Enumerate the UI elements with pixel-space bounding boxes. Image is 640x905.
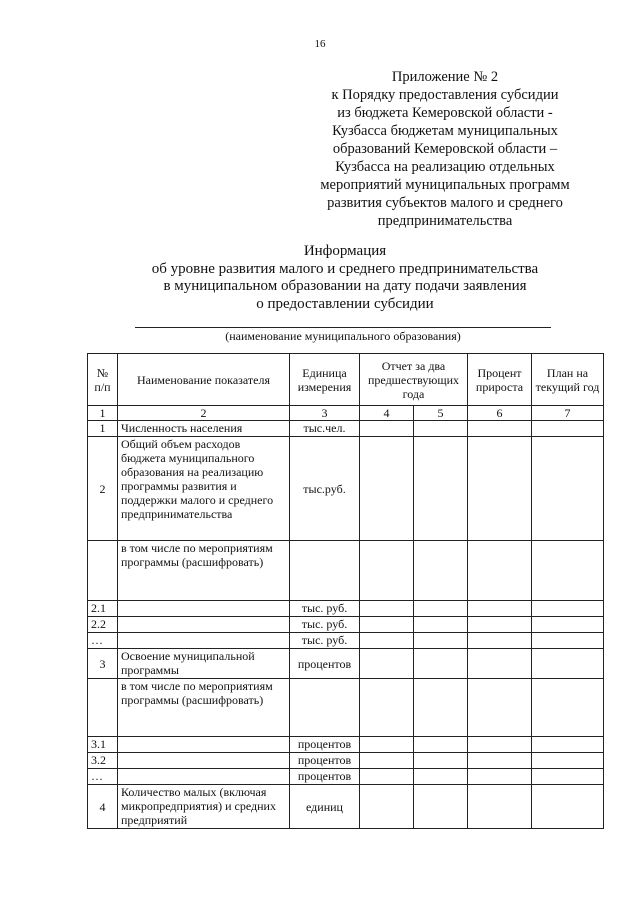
cell-empty [360,617,414,633]
cell-empty [360,737,414,753]
row-unit: процентов [290,737,360,753]
row-num: 3 [88,649,118,679]
cell-empty [532,617,604,633]
row-unit [290,541,360,601]
row-name [118,633,290,649]
column-number: 6 [468,406,532,421]
column-number: 7 [532,406,604,421]
row-num: … [88,633,118,649]
appendix-line: к Порядку предоставления субсидии [331,87,559,103]
appendix-line: Кузбасса на реализацию отдельных [335,159,555,175]
cell-empty [360,679,414,737]
municipality-caption: (наименование муниципального образования) [225,329,461,343]
row-num: 4 [88,785,118,829]
row-unit: процентов [290,753,360,769]
column-number: 1 [88,406,118,421]
cell-empty [532,437,604,541]
column-number: 3 [290,406,360,421]
row-unit: процентов [290,769,360,785]
cell-empty [468,769,532,785]
row-num: 2.2 [88,617,118,633]
appendix-line: образований Кемеровской области – [332,141,558,157]
cell-empty [532,753,604,769]
header-plan: План на текущий год [532,354,604,406]
cell-empty [532,649,604,679]
row-name [118,769,290,785]
row-name: Общий объем расходов бюджета муниципального образования на реализацию программы развития и поддержки малого и среднего предпринимательства [118,437,290,541]
row-name: Численность населения [118,421,290,437]
indicators-table [87,353,604,829]
row-unit: тыс. руб. [290,601,360,617]
cell-empty [414,679,468,737]
appendix-line: развития субъектов малого и среднего [327,195,563,211]
cell-empty [414,601,468,617]
table-row [88,601,604,617]
cell-empty [414,617,468,633]
table-row [88,437,604,541]
row-name: Количество малых (включая микропредприятия) и средних предприятий [118,785,290,829]
appendix-line: Кузбасса бюджетам муниципальных [332,123,558,139]
table-row [88,679,604,737]
cell-empty [468,679,532,737]
row-name [118,617,290,633]
cell-empty [532,541,604,601]
cell-empty [414,737,468,753]
cell-empty [468,649,532,679]
cell-empty [532,769,604,785]
cell-empty [414,437,468,541]
cell-empty [468,785,532,829]
row-name: Освоение муниципальной программы [118,649,290,679]
cell-empty [468,753,532,769]
cell-empty [468,601,532,617]
title-line: о предоставлении субсидии [256,295,434,312]
row-name [118,737,290,753]
table-row [88,649,604,679]
row-num [88,679,118,737]
cell-empty [414,421,468,437]
cell-empty [532,737,604,753]
row-num [88,541,118,601]
municipality-blank-line [135,327,551,328]
cell-empty [532,633,604,649]
header-name: Наименование показателя [118,354,290,406]
row-name [118,753,290,769]
title-line: об уровне развития малого и среднего предпринимательства [151,260,539,277]
column-number-row [88,406,604,421]
appendix-line: из бюджета Кемеровской области - [337,105,553,121]
cell-empty [468,617,532,633]
cell-empty [360,541,414,601]
cell-empty [360,601,414,617]
cell-empty [468,437,532,541]
row-num: 2 [88,437,118,541]
title-line: в муниципальном образовании на дату подачи заявления [163,278,527,294]
cell-empty [414,541,468,601]
row-name [118,601,290,617]
row-unit: тыс.чел. [290,421,360,437]
header-unit: Единица измерения [290,354,360,406]
cell-empty [360,769,414,785]
cell-empty [360,649,414,679]
row-unit: тыс. руб. [290,633,360,649]
row-num: 3.1 [88,737,118,753]
header-report: Отчет за два предшествующих года [360,354,468,406]
header-growth: Процент прироста [468,354,532,406]
cell-empty [414,785,468,829]
cell-empty [360,633,414,649]
row-num: 3.2 [88,753,118,769]
cell-empty [414,769,468,785]
table-row [88,737,604,753]
row-name: в том числе по мероприятиям программы (расшифровать) [118,679,290,737]
cell-empty [468,421,532,437]
row-unit: процентов [290,649,360,679]
table-row [88,421,604,437]
cell-empty [532,601,604,617]
cell-empty [414,649,468,679]
table-row [88,785,604,829]
cell-empty [360,785,414,829]
row-unit: единиц [290,785,360,829]
table-row [88,753,604,769]
appendix-line: Приложение № 2 [391,69,499,85]
title-line: Информация [303,243,387,259]
column-number: 2 [118,406,290,421]
table-row [88,769,604,785]
cell-empty [468,737,532,753]
table-row [88,633,604,649]
cell-empty [414,633,468,649]
cell-empty [532,785,604,829]
cell-empty [532,421,604,437]
appendix-line: мероприятий муниципальных программ [320,177,570,193]
document-title [80,243,610,313]
cell-empty [468,633,532,649]
cell-empty [414,753,468,769]
row-unit: тыс.руб. [290,437,360,541]
cell-empty [360,437,414,541]
appendix-header [300,68,590,230]
column-number: 5 [414,406,468,421]
appendix-line: предпринимательства [377,213,513,229]
row-num: 2.1 [88,601,118,617]
cell-empty [468,541,532,601]
row-unit [290,679,360,737]
header-num: № п/п [88,354,118,406]
cell-empty [360,753,414,769]
column-number: 4 [360,406,414,421]
cell-empty [360,421,414,437]
row-name: в том числе по мероприятиям программы (расшифровать) [118,541,290,601]
cell-empty [532,679,604,737]
row-num: 1 [88,421,118,437]
table-row [88,617,604,633]
row-unit: тыс. руб. [290,617,360,633]
table-row [88,541,604,601]
page-number: 16 [314,38,326,50]
row-num: … [88,769,118,785]
